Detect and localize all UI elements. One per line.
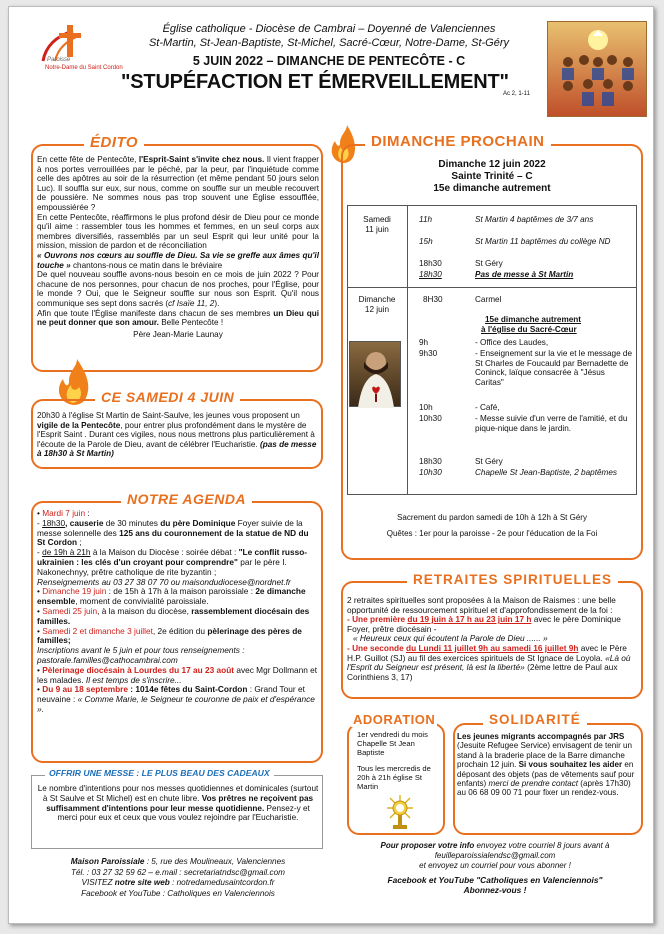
edito-p2: En cette Pentecôte, réaffirmons le plus profond désir de Dieu pour ce monde qu'il aime : rassembler tous les hommes et femmes, en un seul corps aux membres diversifiés, rassemblés par un seul Esprit qui leur unité pour la mission, mission de pardon et de réconciliation bbox=[37, 212, 319, 251]
solidarite-text bbox=[457, 732, 637, 798]
solidarite-c: Si vous souhaitez les aider bbox=[518, 760, 623, 770]
agenda-i5-b: pèlerinage des pères de familles; bbox=[37, 625, 302, 646]
retraites-d5: (2ème lettre de Paul aux Corinthiens 3, 17) bbox=[347, 662, 618, 682]
agenda-i1-date: Mardi 7 juin bbox=[42, 508, 86, 518]
pardon-line: Sacrement du pardon samedi de 10h à 12h à St Géry bbox=[397, 513, 587, 522]
dim-day: Dimanche bbox=[358, 295, 396, 304]
edito-text bbox=[37, 155, 319, 339]
sam-date: 11 juin bbox=[365, 224, 389, 234]
agenda-i6-dates: du 17 au 23 août bbox=[166, 664, 235, 675]
logo-line2: Notre-Dame du Saint Cordon bbox=[45, 65, 123, 71]
agenda-i2-c: par le père I. Nakonechnyy, prêtre catholique de rite byzantin ; bbox=[37, 556, 287, 577]
agenda-i6-a: avec Mgr Dollmann et les malades. bbox=[37, 664, 318, 685]
footer-d: Facebook et YouTube "Catholiques en Valenciennois" bbox=[387, 875, 603, 885]
contact-l3-a: VISITEZ bbox=[81, 878, 115, 887]
edito-p4-end: ). bbox=[214, 298, 220, 308]
agenda-i2-d: Renseignements au 03 27 38 07 70 ou maisondudiocese@nordnet.fr bbox=[37, 576, 291, 587]
edito-p4-ref: cf Isaïe 11, 2 bbox=[168, 298, 215, 308]
retraites-text bbox=[347, 596, 639, 682]
d7-desc: St Géry bbox=[475, 457, 503, 466]
samedi-d: (pas de messe à 18h30 à St Martin) bbox=[37, 439, 317, 459]
header-ref: Ac 2, 1-11 bbox=[503, 91, 530, 97]
logo-line1: Paroisse bbox=[47, 57, 71, 63]
retraites-b2: du 19 juin à 17 h au 23 juin 17 h bbox=[407, 614, 532, 625]
retraites-d2: du Lundi 11 juillet 9h au samedi 16 juillet 9h bbox=[406, 642, 579, 653]
quetes-line: Quêtes : 1er pour la paroisse - 2e pour l'éducation de la Foi bbox=[386, 529, 598, 538]
d3-time: 9h bbox=[419, 338, 429, 347]
contact-l4: Facebook et YouTube : Catholiques en Valenciennois bbox=[81, 888, 275, 898]
agenda-i1-e: 125 ans du couronnement de la statue de ND du St Cordon bbox=[37, 527, 309, 548]
edito-title: ÉDITO bbox=[84, 134, 144, 151]
edito-signature: Père Jean-Marie Launay bbox=[133, 329, 223, 339]
samedi-text bbox=[37, 411, 319, 459]
agenda-i7-b: : Grand Tour et neuvaine : bbox=[37, 684, 305, 705]
footer-c: et envoyez un courriel pour vous abonner ! bbox=[419, 861, 571, 870]
agenda-title: NOTRE AGENDA bbox=[121, 491, 252, 507]
s3-time: 18h30 bbox=[419, 259, 442, 268]
samedi-b: vigile de la Pentecôte bbox=[37, 420, 121, 430]
solidarite-title: SOLIDARITÉ bbox=[483, 712, 587, 727]
contact-l1-b: : 5, rue des Moulineaux, Valenciennes bbox=[144, 857, 286, 866]
contact-block bbox=[37, 857, 319, 899]
adoration-title: ADORATION bbox=[353, 712, 436, 727]
edito-p5c: Belle Pentecôte ! bbox=[158, 318, 224, 328]
adoration-text bbox=[353, 731, 441, 792]
retraites-title: RETRAITES SPIRITUELLES bbox=[407, 572, 618, 587]
d1-time: 8H30 bbox=[423, 295, 443, 304]
agenda-i7-a: : 1014e fêtes du Saint-Cordon bbox=[128, 684, 248, 695]
parish-logo bbox=[33, 21, 133, 77]
dimanche-heading bbox=[349, 159, 635, 195]
dim-label bbox=[351, 295, 403, 314]
retraites-b1: - Une première bbox=[347, 614, 408, 625]
footer-e: Abonnez-vous ! bbox=[463, 885, 527, 895]
messe-a: Le nombre d'intentions pour nos messes quotidiennes et dominicales (surtout à St Saulve et St Michel) est en chute libre. bbox=[37, 784, 319, 803]
s2-time: 15h bbox=[419, 237, 433, 246]
agenda-i1-f: ; bbox=[77, 537, 82, 548]
dimanche-title: DIMANCHE PROCHAIN bbox=[365, 133, 551, 150]
agenda-i1-a: , causerie bbox=[65, 517, 104, 528]
d1-desc: Carmel bbox=[475, 295, 502, 304]
adoration-a: 1er vendredi du mois Chapelle St Jean Baptiste bbox=[357, 730, 428, 757]
edito-p4: De quel nouveau souffle avons-nous besoin en ce mois de juin 2022 ? Pour chacune de nos personnes, pour chacun de nos proches, pour l'Église, pour le monde ? Oui, que le Seigneur souffle sur nous son Esprit. Qu'il nous communique ses sept dons sacrés ( bbox=[37, 270, 319, 308]
dimanche-h3: 15e dimanche autrement bbox=[433, 183, 551, 194]
header-date: 5 JUIN 2022 – DIMANCHE DE PENTECÔTE - C bbox=[192, 54, 466, 68]
edito-p1c: Il vient frapper à nos portes verrouillées par le péché, par la peur, par l'inquiétude comme celle des apôtres au soir de la résurrection (et même pendant 50 jours selon Luc). Il souffla sur eux, sur nous, comme on souffle sur un meuble recouvert de poussière. Ne sommes nous pas trop souvent une Église essoufflée, empoussiérée ? bbox=[37, 155, 319, 212]
header-line2: St-Martin, St-Jean-Baptiste, St-Michel, Sacré-Cœur, Notre-Dame, St-Géry bbox=[148, 37, 510, 49]
agenda-i1-c: du père Dominique bbox=[160, 517, 236, 528]
footer-block bbox=[347, 841, 643, 895]
s4-desc: Pas de messe à St Martin bbox=[475, 270, 574, 279]
divider bbox=[407, 205, 408, 495]
d2-sub: à l'église du Sacré-Cœur bbox=[481, 325, 577, 334]
dimanche-h1: Dimanche 12 juin 2022 bbox=[438, 159, 546, 170]
agenda-i1-d: Foyer suivie de la messe solennelle des bbox=[37, 517, 303, 538]
retraites-d4: «Là où l'Esprit du Seigneur est présent, là est la liberté» bbox=[347, 652, 631, 673]
agenda-i1-b: de 30 minutes bbox=[103, 517, 161, 528]
d3-desc: - Office des Laudes, bbox=[475, 338, 549, 347]
agenda-i4-date: Samedi 25 juin bbox=[42, 605, 98, 616]
edito-p3b: chantons-nous ce matin dans le bréviaire bbox=[70, 260, 223, 270]
agenda-i4-b: rassemblement diocésain des familles. bbox=[37, 605, 310, 626]
agenda-i6-b: Il est temps de s'inscrire... bbox=[85, 674, 182, 685]
agenda-i5-a: , 2e édition du bbox=[152, 625, 208, 636]
pentecost-icon-image bbox=[547, 21, 647, 117]
d4-time: 9h30 bbox=[419, 349, 438, 358]
d7-time: 18h30 bbox=[419, 457, 442, 466]
messe-b: Vos prêtres ne reçoivent pas suffisamment d'intentions pour leur messe quotidienne. bbox=[46, 793, 314, 813]
d6-desc: - Messe suivie d'un verre de l'amitié, et du pique-nique dans le jardin. bbox=[475, 414, 628, 433]
d6-time: 10h30 bbox=[419, 414, 442, 423]
s3-desc: St Géry bbox=[475, 259, 503, 268]
divider bbox=[347, 287, 637, 288]
messe-text bbox=[37, 784, 319, 823]
samedi-title: CE SAMEDI 4 JUIN bbox=[95, 389, 240, 405]
retraites-c: « Heureux ceux qui écoutent la Parole de Dieu ...... » bbox=[353, 633, 548, 644]
edito-p5b: un Dieu qui ne peut donner que son amour. bbox=[37, 308, 320, 328]
contact-l1-a: Maison Paroissiale bbox=[70, 857, 145, 866]
saint-portrait-image bbox=[349, 341, 401, 407]
solidarite-d: en déposant des objets (pas de vêtements sauf pour enfants) bbox=[457, 760, 635, 789]
d4-desc: - Enseignement sur la vie et le message de St Charles de Foucauld par Bernadette de Coninck, laïque consacrée à "Jésus Caritas" bbox=[475, 349, 633, 387]
agenda-i7-date: Du 9 au 18 septembre bbox=[42, 684, 128, 695]
footer-b: envoyez votre courriel 8 jours avant à feuilleparoissialendsc@gmail.com bbox=[434, 841, 610, 860]
sam-day: Samedi bbox=[363, 215, 391, 224]
sam-label bbox=[351, 215, 403, 234]
retraites-d3: avec le Père H.P. Guillot (SJ) au fil des exercices spirituels de St Ignace de Loyola. bbox=[347, 642, 627, 663]
d8-desc: Chapelle St Jean-Baptiste, 2 baptêmes bbox=[475, 468, 618, 477]
s2-desc: St Martin 11 baptêmes du collège ND bbox=[475, 237, 611, 246]
agenda-i2-a: à la Maison du Diocèse : soirée débat : bbox=[90, 547, 239, 558]
edito-p1a: En cette fête de Pentecôte, bbox=[37, 155, 139, 164]
s4-time: 18h30 bbox=[419, 270, 442, 279]
agenda-list: • Mardi 7 juin : - 18h30, causerie de 30 minutes du père Dominique Foyer suivie de la messe solennelle des 125 ans du couronnement de la statue de ND du St Cordon ; - de 19h à 21h à la Maison du Diocèse : soirée débat : "Le conflit russo-ukrainien : les clés d'un croyant pour comprendre" par le père I. Nakonechnyy, prêtre catholique de rite byzantin ; Renseignements au 03 27 38 07 70 ou maisondudiocese@nordnet.fr • Dimanche 19 juin : de 15h à 17h à la maison paroissiale : 2e dimanche ensemble, moment de convivialité paroissiale. • Samedi 25 juin, à la maison du diocèse, rassemblement diocésain des familles. • Samedi 2 et dimanche 3 juillet, 2e édition du pèlerinage des pères de familles; Inscriptions avant le 5 juin et pour tous renseignements : pastorale.familles@cathocambrai.com • Pèlerinage diocésain à Lourdes du 17 au 23 août avec Mgr Dollmann et les malades. Il est temps de s'inscrire... • Du 9 au 18 septembre : 1014e fêtes du Saint-Cordon : Grand Tour et neuvaine : « Comme Marie, le Seigneur te couronne de paix et d'espérance ». bbox=[37, 508, 318, 714]
solidarite-a: Les jeunes migrants accompagnés par JRS bbox=[457, 732, 625, 741]
bulletin-page bbox=[8, 6, 654, 924]
solidarite-b: (Jesuite Refugee Service) envisagent de tenir un stand à la braderie place de la Barre dimanche prochain 12 juin. bbox=[457, 741, 633, 770]
solidarite-f: (après 17h30) au 06 68 09 00 71 pour fixer un rendez-vous. bbox=[457, 779, 631, 798]
retraites-b3: avec le père Dominique Foyer, prêtre diocésain - bbox=[347, 614, 621, 634]
dim-date: 12 juin bbox=[364, 304, 390, 314]
retraites-a: 2 retraites spirituelles sont proposées à la Maison de Raismes : une belle opportunité de ressourcement spirituel et d'approfondissement de la foi : bbox=[347, 595, 616, 615]
contact-l2: Tél. : 03 27 32 59 62 – e.mail : secretariatndsc@gmail.com bbox=[70, 867, 285, 877]
monstrance-icon bbox=[385, 793, 415, 831]
d5-desc: - Café, bbox=[475, 403, 500, 412]
solidarite-e: merci de prendre contact bbox=[488, 779, 579, 789]
edito-p3: « Ouvrons nos cœurs au souffle de Dieu. Sa vie se greffe aux âmes qu'il touche » bbox=[37, 250, 319, 270]
samedi-a: 20h30 à l'église St Martin de Saint-Saulve, les jeunes vous proposent un bbox=[37, 411, 300, 420]
agenda-i3-b: 2e dimanche ensemble bbox=[37, 586, 306, 607]
agenda-i6-date: Pèlerinage diocésain à Lourdes bbox=[42, 664, 167, 675]
footer-a: Pour proposer votre info bbox=[380, 841, 475, 850]
agenda-i7-c: « Comme Marie, le Seigneur te couronne de paix et d'espérance ». bbox=[37, 694, 315, 714]
edito-p1b: l'Esprit-Saint s'invite chez nous. bbox=[138, 155, 265, 164]
agenda-i5-c: Inscriptions avant le 5 juin et pour tous renseignements : pastorale.familles@cathocambrai.com bbox=[37, 645, 245, 665]
header-slogan: "STUPÉFACTION ET ÉMERVEILLEMENT" bbox=[121, 71, 509, 93]
samedi-c: , pour entrer plus profondément dans le mystère de l'Esprit Saint . Durant ces vigiles, nous nous mettrons plus particulièrement à l'écoute de la Parole de Dieu, avant de célébrer l'Eucharistie. bbox=[37, 420, 315, 449]
header-line1: Église catholique - Diocèse de Cambrai – Doyenné de Valenciennes bbox=[162, 23, 496, 35]
agenda-i2-b: "Le conflit russo-ukrainien : les clés d'un croyant pour comprendre" bbox=[37, 547, 308, 567]
d5-time: 10h bbox=[419, 403, 433, 412]
agenda-i5-date: Samedi 2 et dimanche 3 juillet bbox=[42, 625, 153, 636]
contact-l3-c: : notredamedusaintcordon.fr bbox=[169, 878, 275, 887]
d2-title: 15e dimanche autrement bbox=[485, 315, 582, 324]
s1-desc: St Martin 4 baptêmes de 3/7 ans bbox=[475, 215, 594, 224]
agenda-i4-a: , à la maison du diocèse, bbox=[97, 605, 192, 616]
retraites-d1: - Une seconde bbox=[347, 642, 407, 653]
edito-p5: Afin que toute l'Église manifeste dans chacun de ses membres bbox=[37, 308, 274, 318]
contact-l3-b: notre site web bbox=[114, 878, 170, 887]
messe-c: Pensez-y et merci pour eux et ceux que vous voulez rejoindre par l'Eucharistie. bbox=[57, 803, 310, 823]
messe-title: OFFRIR UNE MESSE : LE PLUS BEAU DES CADEAUX bbox=[45, 768, 274, 778]
agenda-i2-time: de 19h à 21h bbox=[42, 547, 91, 558]
agenda-i3-c: , moment de convivialité paroissiale. bbox=[75, 596, 209, 607]
adoration-b: Tous les mercredis de 20h à 21h église St Martin bbox=[357, 764, 431, 791]
agenda-i3-date: Dimanche 19 juin bbox=[42, 586, 107, 597]
d8-time: 10h30 bbox=[419, 468, 442, 477]
agenda-i1-time: 18h30 bbox=[42, 517, 66, 528]
dimanche-h2: Sainte Trinité – C bbox=[451, 171, 533, 182]
s1-time: 11h bbox=[419, 215, 433, 224]
agenda-i3-a: : de 15h à 17h à la maison paroissiale : bbox=[106, 586, 256, 597]
